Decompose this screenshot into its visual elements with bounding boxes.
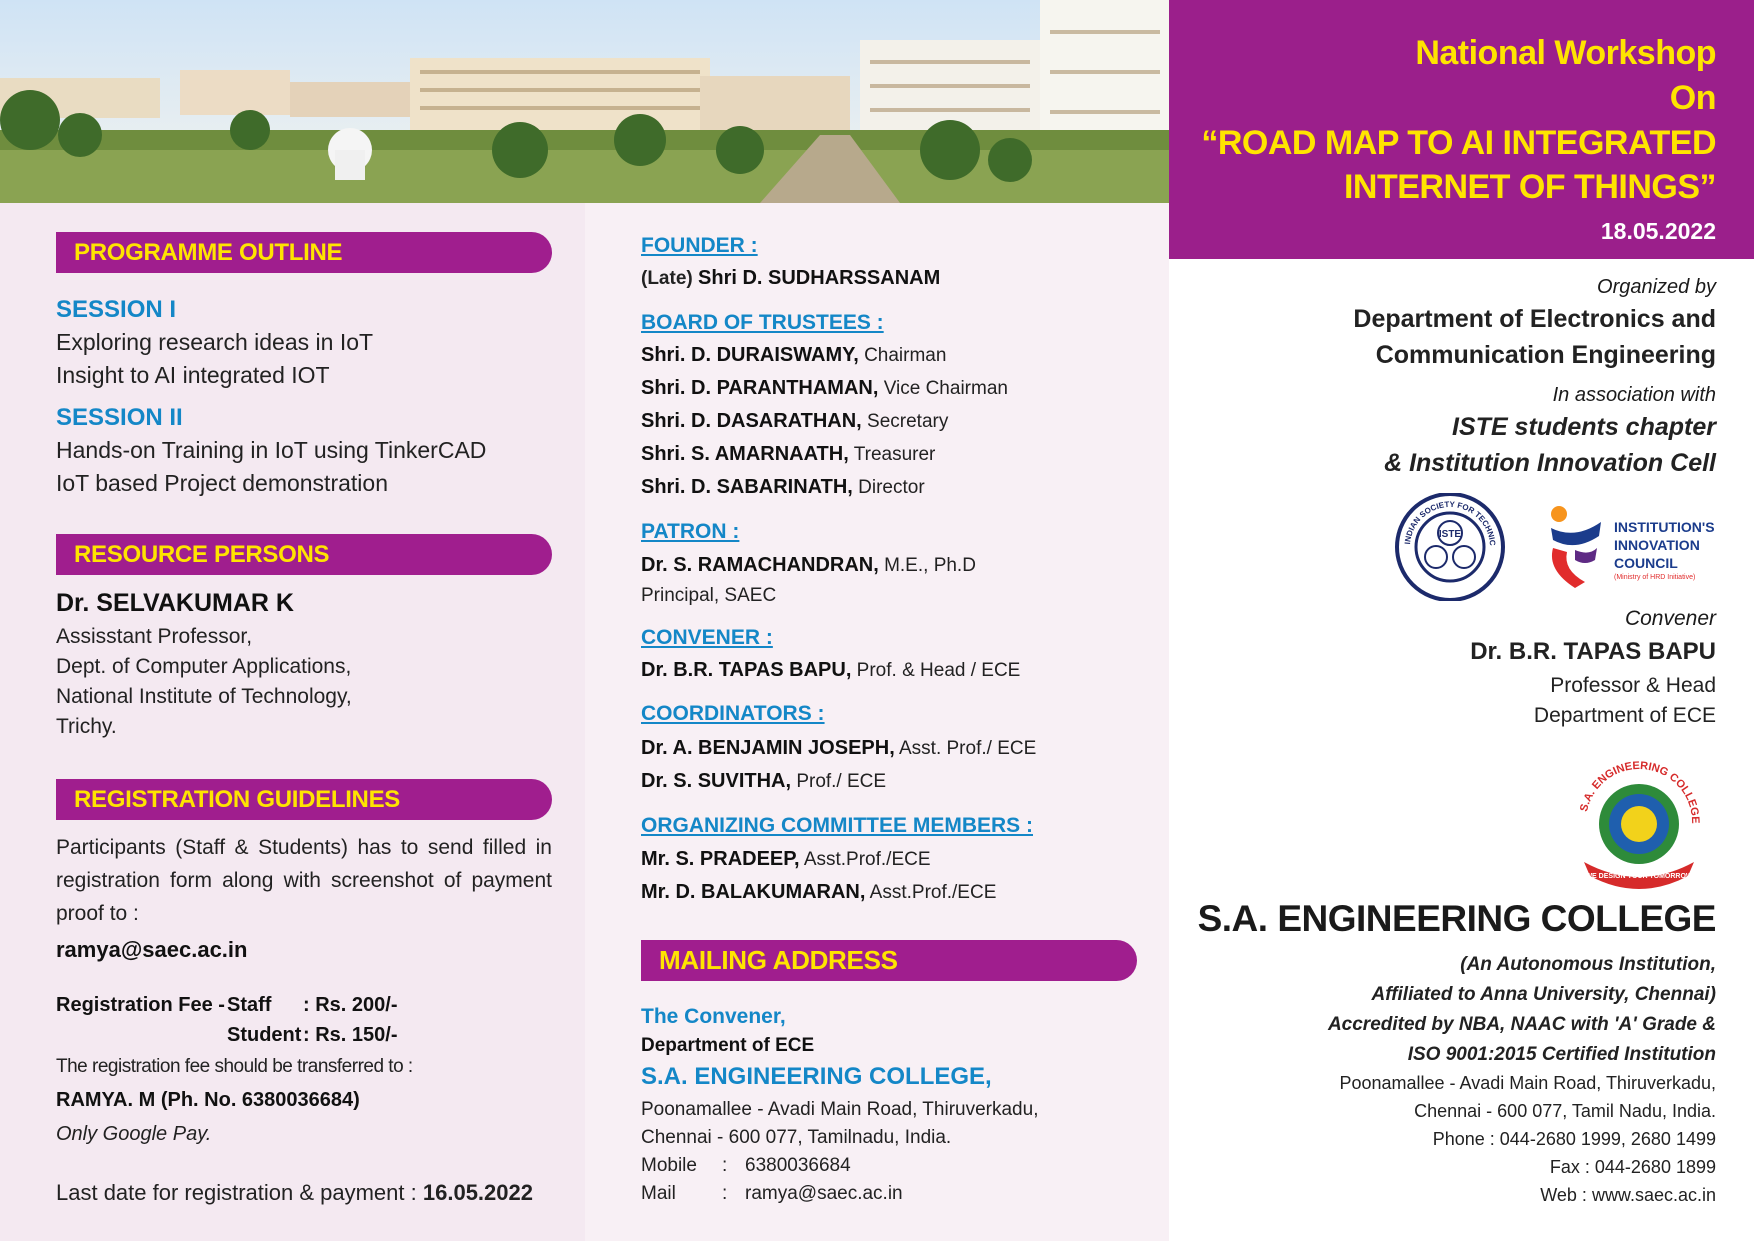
coordinator-row bbox=[641, 770, 886, 793]
patron-role: Principal, SAEC bbox=[641, 585, 777, 606]
deadline-date: 16.05.2022 bbox=[422, 1180, 533, 1205]
trustee-row bbox=[641, 377, 1008, 400]
committee-convener-role: Prof. & Head / ECE bbox=[856, 660, 1021, 681]
committee-convener-name: Dr. B.R. TAPAS BAPU, bbox=[641, 659, 852, 681]
mobile-colon: : bbox=[722, 1155, 728, 1176]
mailing-address-2: Chennai - 600 077, Tamilnadu, India. bbox=[641, 1127, 952, 1148]
resource-person-line: Dept. of Computer Applications, bbox=[56, 655, 352, 678]
resource-persons-header: RESOURCE PERSONS bbox=[56, 534, 552, 575]
title-line-4: INTERNET OF THINGS” bbox=[1343, 168, 1716, 206]
event-date: 18.05.2022 bbox=[1600, 218, 1716, 244]
mailing-to: The Convener, bbox=[641, 1005, 786, 1028]
dept-line-1: Department of Electronics and bbox=[1353, 305, 1716, 333]
college-phone: Phone : 044-2680 1999, 2680 1499 bbox=[1432, 1129, 1716, 1149]
registration-instructions-line: Participants (Staff & Students) has to send filled in bbox=[56, 836, 552, 859]
founder-prefix: (Late) bbox=[641, 268, 693, 289]
coordinator-role: Prof./ ECE bbox=[796, 771, 887, 792]
mobile-number[interactable]: 6380036684 bbox=[745, 1155, 851, 1176]
convener-name: Dr. B.R. TAPAS BAPU bbox=[1470, 638, 1716, 665]
session-1-item: Insight to AI integrated IOT bbox=[56, 362, 330, 388]
convener-heading: CONVENER : bbox=[641, 626, 773, 649]
member-name: Mr. D. BALAKUMARAN, bbox=[641, 881, 866, 903]
association-line-2: & Institution Innovation Cell bbox=[1384, 449, 1716, 477]
session-2-title: SESSION II bbox=[56, 404, 183, 431]
resource-person-line: Assisstant Professor, bbox=[56, 625, 253, 648]
title-line-3: “ROAD MAP TO AI INTEGRATED bbox=[1201, 124, 1716, 162]
patron-name: Dr. S. RAMACHANDRAN, bbox=[641, 554, 879, 576]
trustee-role: Vice Chairman bbox=[883, 378, 1008, 399]
college-address-1: Poonamallee - Avadi Main Road, Thiruverkadu, bbox=[1339, 1073, 1716, 1093]
college-fax: Fax : 044-2680 1899 bbox=[1549, 1157, 1716, 1177]
coordinator-name: Dr. A. BENJAMIN JOSEPH, bbox=[641, 737, 895, 759]
organized-by-label: Organized by bbox=[1597, 276, 1716, 298]
registration-guidelines-header: REGISTRATION GUIDELINES bbox=[56, 779, 552, 820]
college-logo-ring-text: S.A. ENGINEERING COLLEGE bbox=[1578, 759, 1702, 824]
college-address-2: Chennai - 600 077, Tamil Nadu, India. bbox=[1414, 1101, 1716, 1121]
trustee-row bbox=[641, 443, 935, 466]
resource-person-line: Trichy. bbox=[56, 715, 117, 738]
trustee-name: Shri. D. PARANTHAMAN, bbox=[641, 377, 879, 399]
deadline-label: Last date for registration & payment : bbox=[56, 1180, 417, 1205]
association-line-1: ISTE students chapter bbox=[1452, 413, 1716, 441]
founder-name: Shri D. SUDHARSSANAM bbox=[698, 267, 941, 289]
trustee-name: Shri. D. SABARINATH, bbox=[641, 476, 853, 498]
convener-role-2: Department of ECE bbox=[1533, 704, 1716, 727]
trustees-heading: BOARD OF TRUSTEES : bbox=[641, 311, 884, 334]
iic-line-3: COUNCIL bbox=[1614, 555, 1678, 571]
trustee-role: Chairman bbox=[864, 345, 947, 366]
payee-details: RAMYA. M (Ph. No. 6380036684) bbox=[56, 1089, 360, 1111]
fee-label: Registration Fee - bbox=[56, 994, 225, 1016]
campus-photo bbox=[0, 0, 1169, 203]
convener-label: Convener bbox=[1624, 607, 1716, 630]
member-role: Asst.Prof./ECE bbox=[869, 882, 997, 903]
dept-line-2: Communication Engineering bbox=[1375, 341, 1716, 369]
iic-line-1: INSTITUTION'S bbox=[1614, 519, 1715, 535]
staff-label: Staff bbox=[227, 994, 272, 1016]
title-line-2: On bbox=[1669, 79, 1716, 117]
mailing-dept: Department of ECE bbox=[641, 1035, 815, 1056]
registration-email[interactable]: ramya@saec.ac.in bbox=[56, 937, 248, 962]
trustee-name: Shri. D. DASARATHAN, bbox=[641, 410, 862, 432]
session-2-item: IoT based Project demonstration bbox=[56, 470, 388, 496]
iste-logo bbox=[1394, 493, 1506, 601]
coordinator-name: Dr. S. SUVITHA, bbox=[641, 770, 792, 792]
member-row bbox=[641, 848, 931, 871]
mail-label: Mail bbox=[641, 1183, 676, 1204]
patron-quals: M.E., Ph.D bbox=[884, 555, 976, 576]
member-row bbox=[641, 881, 996, 904]
mail-address[interactable]: ramya@saec.ac.in bbox=[745, 1183, 903, 1204]
mail-colon: : bbox=[722, 1183, 728, 1204]
registration-instructions-line: proof to : bbox=[56, 902, 139, 925]
trustee-role: Director bbox=[858, 477, 925, 498]
patron-heading: PATRON : bbox=[641, 520, 740, 543]
trustee-name: Shri. D. DURAISWAMY, bbox=[641, 344, 859, 366]
trustee-row bbox=[641, 476, 925, 499]
student-label: Student bbox=[227, 1024, 302, 1046]
member-name: Mr. S. PRADEEP, bbox=[641, 848, 800, 870]
college-logo-ribbon: WE DESIGN YOUR TOMORROW bbox=[1585, 873, 1693, 880]
trustee-name: Shri. S. AMARNAATH, bbox=[641, 443, 849, 465]
iste-logo-text: ISTE bbox=[1438, 529, 1462, 540]
transfer-note: The registration fee should be transferred to : bbox=[56, 1056, 413, 1077]
iic-line-4: (Ministry of HRD Initiative) bbox=[1614, 574, 1696, 581]
college-line-2: Affiliated to Anna University, Chennai) bbox=[1371, 984, 1716, 1005]
organizing-committee-heading: ORGANIZING COMMITTEE MEMBERS : bbox=[641, 814, 1033, 837]
resource-person-line: National Institute of Technology, bbox=[56, 685, 352, 708]
coordinator-role: Asst. Prof./ ECE bbox=[899, 738, 1037, 759]
college-name: S.A. ENGINEERING COLLEGE bbox=[1197, 898, 1716, 939]
coordinators-heading: COORDINATORS : bbox=[641, 702, 825, 725]
session-2-item: Hands-on Training in IoT using TinkerCAD bbox=[56, 437, 487, 463]
mailing-address-header: MAILING ADDRESS bbox=[641, 940, 1137, 981]
mobile-label: Mobile bbox=[641, 1155, 697, 1176]
registration-instructions-line: registration form along with screenshot of payment bbox=[56, 869, 552, 892]
iste-ring-text: INDIAN SOCIETY FOR TECHNIC bbox=[1403, 499, 1498, 547]
college-line-3: Accredited by NBA, NAAC with 'A' Grade & bbox=[1327, 1014, 1716, 1035]
mailing-college: S.A. ENGINEERING COLLEGE, bbox=[641, 1063, 992, 1090]
payment-mode: Only Google Pay. bbox=[56, 1123, 212, 1145]
coordinator-row bbox=[641, 737, 1036, 760]
trustee-row bbox=[641, 344, 946, 367]
college-web: Web : www.saec.ac.in bbox=[1540, 1185, 1716, 1205]
college-line-1: (An Autonomous Institution, bbox=[1460, 954, 1716, 975]
mailing-address-1: Poonamallee - Avadi Main Road, Thiruverkadu, bbox=[641, 1099, 1039, 1120]
title-block bbox=[1169, 0, 1754, 259]
programme-outline-header: PROGRAMME OUTLINE bbox=[56, 232, 552, 273]
association-label: In association with bbox=[1552, 384, 1716, 406]
staff-fee: : Rs. 200/- bbox=[303, 994, 398, 1016]
session-1-item: Exploring research ideas in IoT bbox=[56, 329, 374, 355]
trustee-row bbox=[641, 410, 948, 433]
college-logo bbox=[1568, 752, 1710, 890]
student-fee: : Rs. 150/- bbox=[303, 1024, 398, 1046]
founder-heading: FOUNDER : bbox=[641, 234, 758, 257]
title-line-1: National Workshop bbox=[1415, 34, 1716, 72]
resource-person-name: Dr. SELVAKUMAR K bbox=[56, 589, 294, 617]
iic-logo bbox=[1545, 500, 1720, 592]
convener-role-1: Professor & Head bbox=[1550, 674, 1716, 697]
member-role: Asst.Prof./ECE bbox=[803, 849, 931, 870]
college-line-4: ISO 9001:2015 Certified Institution bbox=[1407, 1044, 1716, 1065]
trustee-role: Treasurer bbox=[853, 444, 936, 465]
trustee-role: Secretary bbox=[867, 411, 949, 432]
session-1-title: SESSION I bbox=[56, 296, 177, 323]
iic-line-2: INNOVATION bbox=[1614, 537, 1700, 553]
